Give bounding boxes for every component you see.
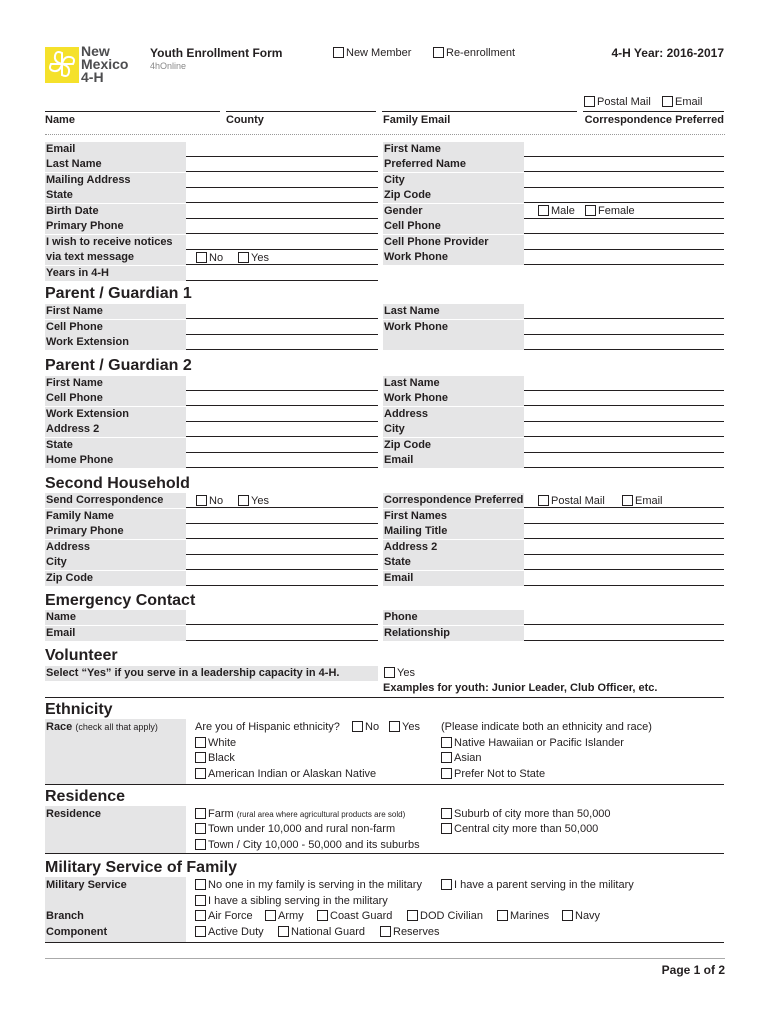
- member-state-label: State: [45, 188, 186, 203]
- checkbox-icon[interactable]: [333, 47, 344, 58]
- p1-cell-phone-field[interactable]: [186, 320, 378, 335]
- em-name-field[interactable]: [186, 610, 378, 625]
- checkbox-icon[interactable]: [441, 808, 452, 819]
- hh-primary-phone-label: Primary Phone: [45, 524, 186, 539]
- member-years-field[interactable]: [186, 266, 378, 281]
- checkbox-icon[interactable]: [585, 205, 596, 216]
- member-email-field[interactable]: [186, 142, 378, 157]
- race-note: (check all that apply): [75, 722, 158, 732]
- p2-zip-label: Zip Code: [383, 438, 524, 453]
- hh-first-names-field[interactable]: [524, 509, 724, 524]
- member-cell-provider-label: Cell Phone Provider: [383, 235, 524, 250]
- p2-cell-phone-field[interactable]: [186, 391, 378, 406]
- hh-mailing-title-label: Mailing Title: [383, 524, 524, 539]
- checkbox-icon[interactable]: [265, 910, 276, 921]
- member-preferred-name-label: Preferred Name: [383, 157, 524, 172]
- checkbox-icon[interactable]: [278, 926, 289, 937]
- p2-last-name-label: Last Name: [383, 376, 524, 391]
- member-state-field[interactable]: [186, 188, 378, 203]
- p2-work-ext-label: Work Extension: [45, 407, 186, 422]
- family-email-label: Family Email: [383, 114, 451, 126]
- checkbox-icon[interactable]: [441, 752, 452, 763]
- checkbox-icon[interactable]: [238, 252, 249, 263]
- hh-family-name-label: Family Name: [45, 509, 186, 524]
- branch-dod-civilian-option[interactable]: DOD Civilian: [407, 909, 483, 923]
- ethnicity-note: (Please indicate both an ethnicity and race): [441, 721, 652, 733]
- hispanic-no-option[interactable]: No: [352, 720, 379, 734]
- p1-cell-phone-label: Cell Phone: [45, 320, 186, 335]
- hh-first-names-label: First Names: [383, 509, 524, 524]
- p2-work-phone-label: Work Phone: [383, 391, 524, 406]
- member-birth-date-label: Birth Date: [45, 204, 186, 219]
- em-phone-label: Phone: [383, 610, 524, 625]
- p2-last-name-field[interactable]: [524, 376, 724, 391]
- p2-work-phone-field[interactable]: [524, 391, 724, 406]
- p2-state-field[interactable]: [186, 438, 378, 453]
- race-black-option[interactable]: Black: [195, 751, 235, 765]
- hh-state-label: State: [383, 555, 524, 570]
- p1-first-name-label: First Name: [45, 304, 186, 319]
- logo-text-2: Mexico: [81, 56, 129, 72]
- race-white-option[interactable]: White: [195, 736, 236, 750]
- p2-address-field[interactable]: [524, 407, 724, 422]
- checkbox-icon[interactable]: [195, 768, 206, 779]
- p2-address2-field[interactable]: [186, 422, 378, 437]
- form-subtitle: 4hOnline: [150, 61, 187, 71]
- hh-postal-option[interactable]: Postal Mail: [538, 494, 605, 508]
- checkbox-icon[interactable]: [195, 737, 206, 748]
- hh-zip-field[interactable]: [186, 571, 378, 586]
- p2-first-name-field[interactable]: [186, 376, 378, 391]
- member-zip-label: Zip Code: [383, 188, 524, 203]
- checkbox-icon[interactable]: [195, 808, 206, 819]
- checkbox-icon[interactable]: [433, 47, 444, 58]
- member-gender-label: Gender: [383, 204, 524, 219]
- gender-male-option[interactable]: Male: [538, 204, 575, 218]
- member-notices-label: I wish to receive notices: [45, 235, 186, 250]
- military-heading: Military Service of Family: [45, 859, 238, 876]
- hispanic-yes-option[interactable]: Yes: [389, 720, 420, 734]
- text-no-option[interactable]: No: [196, 251, 223, 265]
- hh-email-label: Email: [383, 571, 524, 586]
- residence-town-small-option[interactable]: Town under 10,000 and rural non-farm: [195, 822, 395, 836]
- hh-address2-field[interactable]: [524, 540, 724, 555]
- hh-address-label: Address: [45, 540, 186, 555]
- checkbox-icon[interactable]: [352, 721, 363, 732]
- checkbox-icon[interactable]: [562, 910, 573, 921]
- member-preferred-name-field[interactable]: [524, 157, 724, 172]
- p2-address2-label: Address 2: [45, 422, 186, 437]
- member-years-label: Years in 4-H: [45, 266, 186, 281]
- hh-family-name-field[interactable]: [186, 509, 378, 524]
- hh-mailing-title-field[interactable]: [524, 524, 724, 539]
- branch-marines-option[interactable]: Marines: [497, 909, 549, 923]
- race-american-indian-option[interactable]: American Indian or Alaskan Native: [195, 767, 376, 781]
- checkbox-icon[interactable]: [195, 926, 206, 937]
- em-phone-field[interactable]: [524, 610, 724, 625]
- p2-home-phone-field[interactable]: [186, 453, 378, 468]
- postal-mail-option[interactable]: Postal Mail: [584, 95, 651, 109]
- year-label: 4-H Year: 2016-2017: [611, 46, 724, 60]
- checkbox-icon[interactable]: [238, 495, 249, 506]
- correspondence-label: Correspondence Preferred: [584, 114, 724, 126]
- em-relationship-label: Relationship: [383, 626, 524, 641]
- re-enrollment-option[interactable]: Re-enrollment: [433, 46, 515, 60]
- component-reserves-option[interactable]: Reserves: [380, 925, 439, 939]
- hh-city-label: City: [45, 555, 186, 570]
- residence-town-mid-option[interactable]: Town / City 10,000 - 50,000 and its suburbs: [195, 838, 420, 852]
- member-work-phone-field[interactable]: [524, 250, 724, 265]
- member-cell-provider-field[interactable]: [524, 235, 724, 250]
- p1-work-ext-label: Work Extension: [45, 335, 186, 350]
- p1-work-phone-label: Work Phone: [383, 320, 524, 335]
- checkbox-icon[interactable]: [380, 926, 391, 937]
- county-label: County: [226, 114, 264, 126]
- hh-send-corr-label: Send Correspondence: [45, 493, 186, 508]
- em-email-field[interactable]: [186, 626, 378, 641]
- p1-work-ext-field[interactable]: [186, 335, 378, 350]
- page-number: Page 1 of 2: [661, 963, 725, 977]
- residence-suburb-option[interactable]: Suburb of city more than 50,000: [441, 807, 611, 821]
- member-primary-phone-field[interactable]: [186, 219, 378, 234]
- p2-work-ext-field[interactable]: [186, 407, 378, 422]
- checkbox-icon[interactable]: [538, 205, 549, 216]
- member-email-label: Email: [45, 142, 186, 157]
- p1-last-name-label: Last Name: [383, 304, 524, 319]
- member-cell-phone-label: Cell Phone: [383, 219, 524, 234]
- military-no-one-option[interactable]: No one in my family is serving in the military: [195, 878, 422, 892]
- member-last-name-label: Last Name: [45, 157, 186, 172]
- new-member-option[interactable]: New Member: [333, 46, 411, 60]
- checkbox-icon[interactable]: [584, 96, 595, 107]
- name-label: Name: [45, 114, 75, 126]
- ethnicity-heading: Ethnicity: [45, 701, 113, 718]
- checkbox-icon[interactable]: [317, 910, 328, 921]
- military-branch-label: Branch: [46, 910, 84, 922]
- volunteer-examples: Examples for youth: Junior Leader, Club Officer, etc.: [383, 682, 658, 694]
- logo-text-3: 4-H: [81, 69, 104, 85]
- logo-text-1: New: [81, 43, 110, 59]
- member-last-name-field[interactable]: [186, 157, 378, 172]
- p2-email-field[interactable]: [524, 453, 724, 468]
- checkbox-icon[interactable]: [195, 910, 206, 921]
- member-first-name-label: First Name: [383, 142, 524, 157]
- em-email-label: Email: [45, 626, 186, 641]
- hh-email-field[interactable]: [524, 571, 724, 586]
- member-first-name-field[interactable]: [524, 142, 724, 157]
- branch-coast-guard-option[interactable]: Coast Guard: [317, 909, 392, 923]
- residence-heading: Residence: [45, 788, 126, 805]
- residence-label: Residence: [46, 808, 102, 820]
- branch-air-force-option[interactable]: Air Force: [195, 909, 253, 923]
- emergency-heading: Emergency Contact: [45, 592, 196, 609]
- p2-zip-field[interactable]: [524, 438, 724, 453]
- p2-address-label: Address: [383, 407, 524, 422]
- checkbox-icon[interactable]: [441, 879, 452, 890]
- hh-address-field[interactable]: [186, 540, 378, 555]
- checkbox-icon[interactable]: [622, 495, 633, 506]
- checkbox-icon[interactable]: [441, 737, 452, 748]
- checkbox-icon[interactable]: [441, 768, 452, 779]
- gender-female-option[interactable]: Female: [585, 204, 635, 218]
- p2-cell-phone-label: Cell Phone: [45, 391, 186, 406]
- hh-primary-phone-field[interactable]: [186, 524, 378, 539]
- household-heading: Second Household: [45, 475, 190, 492]
- hispanic-question: Are you of Hispanic ethnicity?: [195, 721, 340, 733]
- component-guard-option[interactable]: National Guard: [278, 925, 365, 939]
- branch-army-option[interactable]: Army: [265, 909, 304, 923]
- checkbox-icon[interactable]: [497, 910, 508, 921]
- p1-work-phone-field[interactable]: [524, 320, 724, 335]
- checkbox-icon[interactable]: [195, 752, 206, 763]
- hh-zip-label: Zip Code: [45, 571, 186, 586]
- military-parent-option[interactable]: I have a parent serving in the military: [441, 878, 634, 892]
- member-cell-phone-field[interactable]: [524, 219, 724, 234]
- checkbox-icon[interactable]: [384, 667, 395, 678]
- text-yes-option[interactable]: Yes: [238, 251, 269, 265]
- p1-first-name-field[interactable]: [186, 304, 378, 319]
- member-birth-date-field[interactable]: [186, 204, 378, 219]
- clover-icon: [45, 47, 79, 83]
- hh-send-no-option[interactable]: No: [196, 494, 223, 508]
- race-prefer-not-option[interactable]: Prefer Not to State: [441, 767, 545, 781]
- form-title: Youth Enrollment Form: [150, 46, 283, 60]
- member-work-phone-label: Work Phone: [383, 250, 524, 265]
- hh-send-yes-option[interactable]: Yes: [238, 494, 269, 508]
- email-option[interactable]: Email: [662, 95, 703, 109]
- race-label: Race: [46, 721, 73, 733]
- p2-home-phone-label: Home Phone: [45, 453, 186, 468]
- em-relationship-field[interactable]: [524, 626, 724, 641]
- checkbox-icon[interactable]: [389, 721, 400, 732]
- residence-farm-option[interactable]: Farm (rural area where agricultural products are sold): [195, 807, 405, 822]
- p2-email-label: Email: [383, 453, 524, 468]
- member-primary-phone-label: Primary Phone: [45, 219, 186, 234]
- branch-navy-option[interactable]: Navy: [562, 909, 600, 923]
- hh-corr-pref-label: Correspondence Preferred: [384, 494, 524, 506]
- hh-address2-label: Address 2: [383, 540, 524, 555]
- hh-email-option[interactable]: Email: [622, 494, 663, 508]
- checkbox-icon[interactable]: [441, 823, 452, 834]
- race-hawaiian-option[interactable]: Native Hawaiian or Pacific Islander: [441, 736, 624, 750]
- p2-first-name-label: First Name: [45, 376, 186, 391]
- volunteer-yes-option[interactable]: Yes: [384, 666, 415, 680]
- hh-city-field[interactable]: [186, 555, 378, 570]
- checkbox-icon[interactable]: [195, 823, 206, 834]
- member-city-label: City: [383, 173, 524, 188]
- checkbox-icon[interactable]: [195, 895, 206, 906]
- p1-last-name-field[interactable]: [524, 304, 724, 319]
- volunteer-prompt: Select “Yes” if you serve in a leadership capacity in 4-H.: [45, 666, 378, 681]
- p2-city-label: City: [383, 422, 524, 437]
- checkbox-icon[interactable]: [196, 252, 207, 263]
- parent1-heading: Parent / Guardian 1: [45, 285, 192, 302]
- checkbox-icon[interactable]: [662, 96, 673, 107]
- em-name-label: Name: [45, 610, 186, 625]
- parent2-heading: Parent / Guardian 2: [45, 357, 192, 374]
- p2-city-field[interactable]: [524, 422, 724, 437]
- logo: [45, 45, 135, 90]
- member-mailing-address-field[interactable]: [186, 173, 378, 188]
- checkbox-icon[interactable]: [195, 839, 206, 850]
- checkbox-icon[interactable]: [407, 910, 418, 921]
- p2-state-label: State: [45, 438, 186, 453]
- military-sibling-option[interactable]: I have a sibling serving in the military: [195, 894, 388, 908]
- member-city-field[interactable]: [524, 173, 724, 188]
- checkbox-icon[interactable]: [195, 879, 206, 890]
- checkbox-icon[interactable]: [538, 495, 549, 506]
- member-text-message-label: via text message: [45, 250, 186, 265]
- member-zip-field[interactable]: [524, 188, 724, 203]
- component-active-option[interactable]: Active Duty: [195, 925, 264, 939]
- member-mailing-address-label: Mailing Address: [45, 173, 186, 188]
- race-asian-option[interactable]: Asian: [441, 751, 482, 765]
- residence-central-option[interactable]: Central city more than 50,000: [441, 822, 598, 836]
- checkbox-icon[interactable]: [196, 495, 207, 506]
- military-component-label: Component: [46, 926, 108, 938]
- hh-state-field[interactable]: [524, 555, 724, 570]
- volunteer-heading: Volunteer: [45, 647, 118, 664]
- military-service-label: Military Service: [46, 879, 127, 891]
